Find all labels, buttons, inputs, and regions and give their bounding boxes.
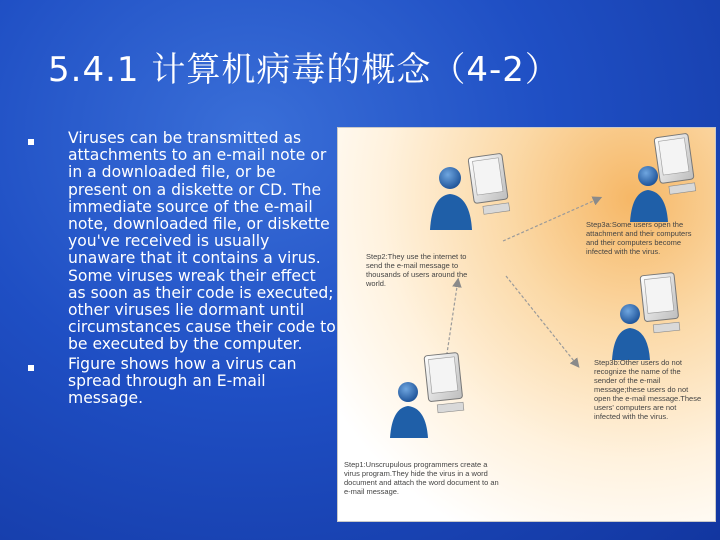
bullet-square-icon [28,139,34,145]
step3a-caption: Step3a:Some users open the attachment and their computers and their computers become infected with the virus. [586,220,692,256]
bullet-item [26,130,336,354]
bullet-square-icon [28,365,34,371]
virus-spread-figure [337,127,716,522]
slide-title: 5.4.1 计算机病毒的概念（4-2） [48,50,560,90]
step2-caption: Step2:They use the internet to send the e-mail message to thousands of users around the world. [366,252,468,288]
bullet-text: Viruses can be transmitted as attachments to an e-mail note or in a downloaded file, or be present on a diskette or CD. The immediate source of the e-mail note, downloaded file, or diskette you've received is usually unaware that it contains a virus. Some viruses wreak their effect as soon as their code is executed; other viruses lie dormant until circumstances cause their code to be executed by the computer. [68,129,336,354]
bullet-list [26,130,336,407]
bullet-text: Figure shows how a virus can spread through an E-mail message. [68,354,297,408]
bullet-item [26,356,336,408]
step1-caption: Step1:Unscrupulous programmers create a virus program.They hide the virus in a word document and attach the word document to an e-mail message. [344,460,499,496]
step3b-caption: Step3b:Other users do not recognize the name of the sender of the e-mail message;these users do not open the e-mail message.These users' computers are not infected with the virus. [594,358,702,421]
